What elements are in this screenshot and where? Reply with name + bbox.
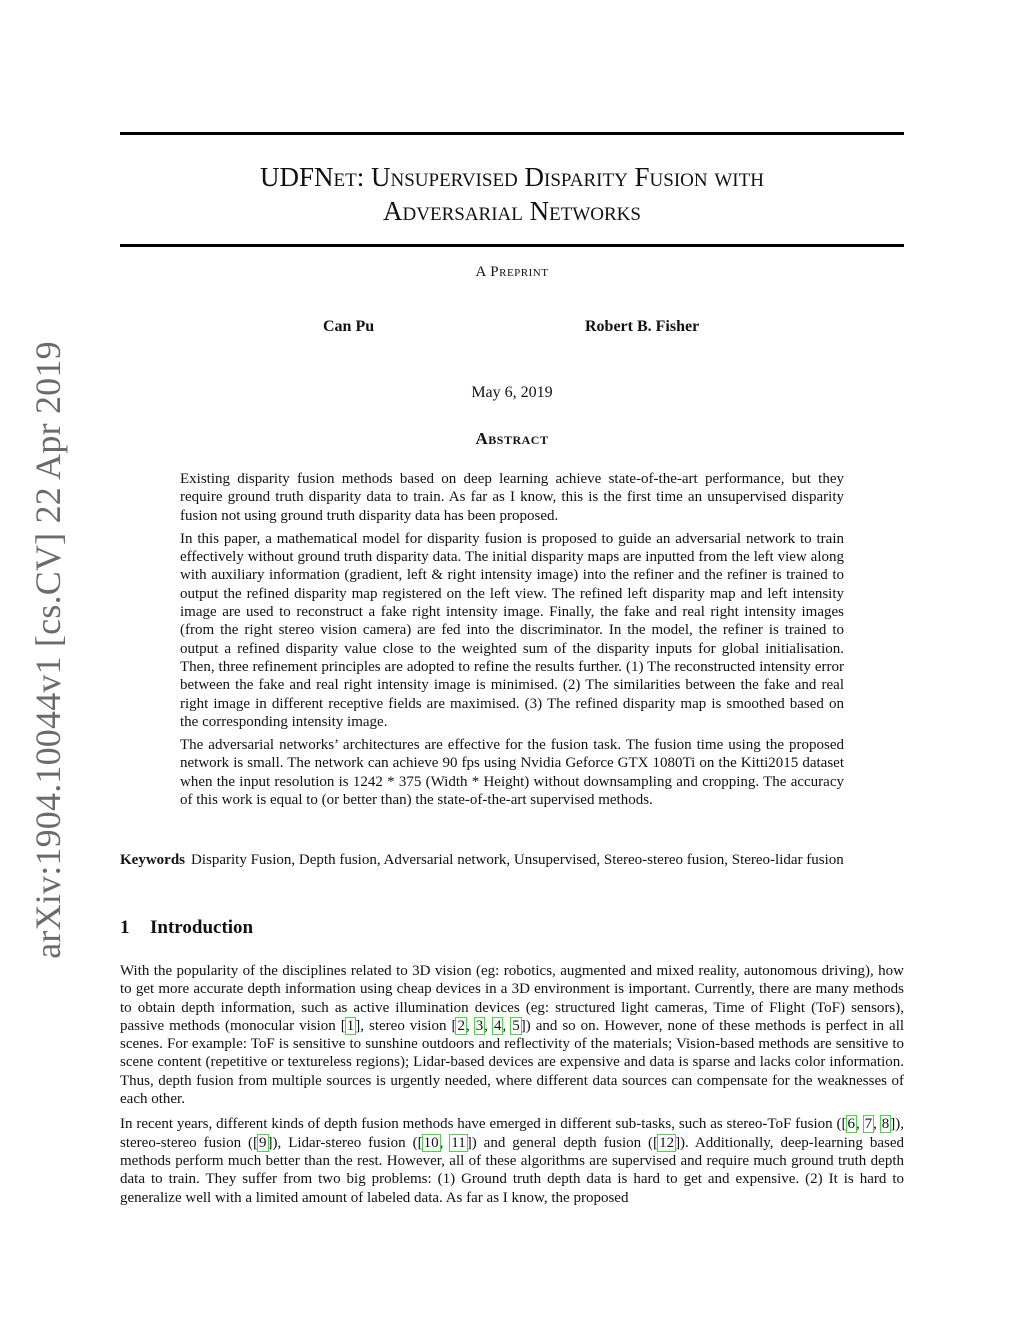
citation-link[interactable]: 5 [512, 1017, 520, 1034]
citation-link[interactable]: 4 [493, 1017, 502, 1034]
abstract-body [180, 470, 844, 814]
publication-date: May 6, 2019 [471, 384, 553, 401]
paragraph-text: ]), stereo-stereo fusion ([ [120, 1116, 905, 1151]
paper-title [120, 160, 904, 228]
author-name: Robert B. Fisher [585, 318, 700, 335]
citation-separator: , [502, 1017, 512, 1034]
paragraph-text: ]). Additionally, deep-learning based methods perform much better than the rest. However, all of these algorithms are supervised and require much ground truth depth data to train. They suffer from two big problems: (1) Ground truth depth data is hard to get and expensive. (2) It is hard to generalize well with a limited amount of labeled data. As far as I know, the proposed [120, 1134, 905, 1206]
citation-link[interactable]: 6 [847, 1116, 856, 1133]
citation-separator: , [439, 1134, 451, 1151]
citation-separator: , [856, 1116, 864, 1133]
section-title: Introduction [150, 917, 254, 938]
abstract-heading: Abstract [475, 429, 549, 448]
introduction-body [120, 962, 904, 1214]
citation-link[interactable]: 7 [864, 1116, 873, 1133]
paragraph-text: In recent years, different kinds of depth fusion methods have emerged in different sub-tasks, such as stereo-ToF fusion ([ [120, 1116, 847, 1133]
citation-link[interactable]: 9 [259, 1134, 267, 1151]
keywords-label: Keywords [120, 852, 185, 868]
keywords-text: Disparity Fusion, Depth fusion, Adversarial network, Unsupervised, Stereo-stereo fusion, Stereo-lidar fusion [191, 852, 844, 868]
citation-link[interactable]: 1 [346, 1017, 355, 1034]
author-name: Can Pu [323, 318, 375, 335]
citation-link[interactable]: 11 [451, 1134, 466, 1151]
citation-separator: , [484, 1017, 493, 1034]
title-top-rule [120, 132, 904, 135]
paragraph-text: ]) and so on. However, none of these methods is perfect in all scenes. For example: ToF is sensitive to sunshine outdoors and reflectivity of the materials; Vision-based methods are sensitive to scene content (repetitive or textureless regions); Lidar-based devices are expensive and data is sparse and lacks color information. Thus, depth fusion from multiple sources is urgently needed, where different data sources can compensate for the weaknesses of each other. [120, 1017, 905, 1108]
citation-link[interactable]: 10 [423, 1134, 439, 1151]
paper-title-line-2: Adversarial Networks [383, 196, 641, 226]
body-paragraph [120, 1115, 904, 1206]
citation-link[interactable]: 3 [475, 1017, 484, 1034]
section-heading-introduction [120, 917, 253, 939]
body-paragraph [120, 962, 904, 1108]
abstract-paragraph: In this paper, a mathematical model for disparity fusion is proposed to guide an adversarial network to train effectively without ground truth disparity data. The initial disparity maps are inputted from the left view along with auxiliary information (gradient, left & right intensity image) into the refiner and the refiner is trained to output the refined disparity map registered on the left view. The refined left disparity map and left intensity image are used to reconstruct a fake right intensity image. Finally, the fake and real right intensity images (from the right stereo vision camera) are fed into the discriminator. In the model, the refiner is trained to output a refined disparity value close to the weighted sum of the disparity inputs for global initialisation. Then, three refinement principles are adopted to refine the results further. (1) The reconstructed intensity error between the fake and real right intensity image is minimised. (2) The similarities between the fake and real right image in different receptive fields are maximised. (3) The refined disparity map is smoothed based on the corresponding intensity image. [180, 530, 844, 730]
keywords-block [120, 851, 904, 869]
citation-link[interactable]: 8 [881, 1116, 890, 1133]
paper-title-line-1: UDFNet: Unsupervised Disparity Fusion with [260, 162, 764, 192]
preprint-label: A Preprint [475, 264, 549, 280]
section-number: 1 [120, 917, 130, 938]
title-bottom-rule [120, 244, 904, 247]
abstract-paragraph: The adversarial networks’ architectures are effective for the fusion task. The fusion time using the proposed network is small. The network can achieve 90 fps using Nvidia Geforce GTX 1080Ti on the Kitti2015 dataset when the input resolution is 1242 * 375 (Width * Height) without downsampling and cropping. The accuracy of this work is equal to (or better than) the state-of-the-art supervised methods. [180, 737, 844, 809]
citation-link[interactable]: 2 [457, 1017, 465, 1034]
citation-link[interactable]: 12 [659, 1134, 675, 1151]
paragraph-text: ], stereo vision [ [355, 1017, 457, 1034]
citation-separator: , [465, 1017, 475, 1034]
arxiv-identifier-stamp: arXiv:1904.10044v1 [cs.CV] 22 Apr 2019 [28, 341, 68, 959]
abstract-paragraph: Existing disparity fusion methods based on deep learning achieve state-of-the-art performance, but they require ground truth disparity data to train. As far as I know, this is the first time an unsupervised disparity fusion not using ground truth disparity data has been proposed. [180, 471, 844, 524]
paragraph-text: With the popularity of the disciplines related to 3D vision (eg: robotics, augmented and mixed reality, autonomous driving), how to get more accurate depth information using cheap devices in a 3D environment is important. Currently, there are many methods to obtain depth information, such as active illumination devices (eg: structured light cameras, Time of Flight (ToF) sensors), passive methods (monocular vision [ [120, 963, 904, 1034]
citation-separator: , [873, 1116, 881, 1133]
paragraph-text: ]), Lidar-stereo fusion ([ [267, 1134, 423, 1151]
paragraph-text: ]) and general depth fusion ([ [466, 1134, 659, 1151]
